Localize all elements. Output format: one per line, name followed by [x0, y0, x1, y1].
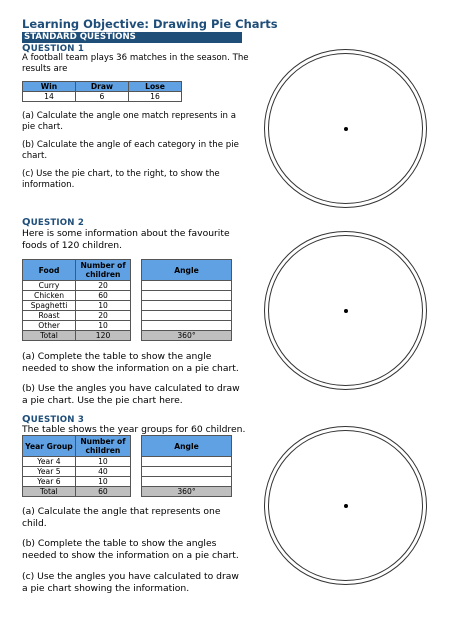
question-1-part-b-line: (b) Calculate the angle of each category in the pie — [22, 140, 239, 150]
question-2-heading-initial: Q — [22, 217, 31, 228]
question-3-part-c — [22, 571, 239, 595]
year-total-value: 60 — [75, 487, 130, 497]
question-1-heading-rest: UESTION 1 — [30, 44, 85, 54]
food-total-label: Total — [23, 331, 76, 341]
angle-cell[interactable] — [142, 281, 232, 291]
question-1-intro — [22, 53, 249, 75]
question-1-intro-line: results are — [22, 64, 68, 74]
header-year-group: Year Group — [23, 436, 76, 457]
question-2-intro-line: foods of 120 children. — [22, 240, 123, 251]
header-number-of-children: Number of children — [76, 260, 131, 281]
question-1-part-b-line: chart. — [22, 151, 48, 161]
food-count: 10 — [76, 301, 131, 311]
question-1-heading-initial: Q — [22, 43, 31, 54]
question-2-part-a-line: (a) Complete the table to show the angle — [22, 351, 212, 362]
results-table — [22, 81, 182, 102]
header-number-of-children: Number of children — [75, 436, 130, 457]
question-1-part-a — [22, 111, 236, 133]
food-angle-table — [141, 259, 232, 341]
food-count: 60 — [76, 291, 131, 301]
food-total-value: 120 — [76, 331, 131, 341]
page-title: Learning Objective: Drawing Pie Charts — [22, 17, 278, 31]
question-1-intro-line: A football team plays 36 matches in the season. The — [22, 53, 249, 63]
pie-circle-2-centre — [344, 309, 348, 313]
question-1-part-c — [22, 169, 220, 191]
food-count: 20 — [76, 281, 131, 291]
year-total-label: Total — [23, 487, 76, 497]
food-label: Curry — [23, 281, 76, 291]
angle-total: 360° — [142, 331, 232, 341]
question-3-heading-initial: Q — [22, 414, 31, 425]
food-label: Chicken — [23, 291, 76, 301]
angle-cell[interactable] — [142, 467, 232, 477]
header-lose: Lose — [128, 82, 181, 92]
food-count: 20 — [76, 311, 131, 321]
pie-circle-3 — [264, 426, 427, 585]
question-3-part-b-line: (b) Complete the table to show the angles — [22, 538, 217, 549]
question-3-intro: The table shows the year groups for 60 children. — [22, 424, 246, 435]
value-win: 14 — [23, 92, 76, 102]
question-3-part-b-line: needed to show the information on a pie chart. — [22, 550, 239, 561]
question-1-part-a-line: (a) Calculate the angle one match represents in a — [22, 111, 236, 121]
year-count: 10 — [75, 477, 130, 487]
pie-circle-2 — [264, 231, 427, 390]
question-2-part-b-line: a pie chart. Use the pie chart here. — [22, 395, 183, 406]
question-2-intro-line: Here is some information about the favourite — [22, 228, 230, 239]
question-1-part-c-line: (c) Use the pie chart, to the right, to show the — [22, 169, 220, 179]
angle-total: 360° — [142, 487, 232, 497]
value-draw: 6 — [75, 92, 128, 102]
header-draw: Draw — [75, 82, 128, 92]
question-3-part-a-line: child. — [22, 518, 47, 529]
food-label: Other — [23, 321, 76, 331]
question-3-part-a-line: (a) Calculate the angle that represents one — [22, 506, 221, 517]
question-3-part-b — [22, 538, 239, 562]
year-count: 40 — [75, 467, 130, 477]
angle-cell[interactable] — [142, 301, 232, 311]
angle-cell[interactable] — [142, 457, 232, 467]
year-table — [22, 435, 131, 497]
header-angle: Angle — [142, 436, 232, 457]
pie-circle-1-centre — [344, 127, 348, 131]
year-count: 10 — [75, 457, 130, 467]
food-label: Spaghetti — [23, 301, 76, 311]
angle-cell[interactable] — [142, 311, 232, 321]
year-label: Year 4 — [23, 457, 76, 467]
question-2-intro — [22, 228, 230, 252]
question-2-part-a — [22, 351, 239, 375]
question-1-part-a-line: pie chart. — [22, 122, 63, 132]
question-2-heading — [22, 217, 84, 228]
question-1-part-c-line: information. — [22, 180, 75, 190]
year-angle-table — [141, 435, 232, 497]
question-2-part-a-line: needed to show the information on a pie chart. — [22, 363, 239, 374]
pie-circle-1 — [264, 49, 427, 208]
food-count: 10 — [76, 321, 131, 331]
year-label: Year 5 — [23, 467, 76, 477]
food-table — [22, 259, 131, 341]
angle-cell[interactable] — [142, 321, 232, 331]
question-3-heading-rest: UESTION 3 — [30, 415, 85, 425]
header-angle: Angle — [142, 260, 232, 281]
question-3-part-c-line: a pie chart showing the information. — [22, 583, 190, 594]
section-heading: STANDARD QUESTIONS — [22, 32, 242, 43]
question-1-part-b — [22, 140, 239, 162]
food-label: Roast — [23, 311, 76, 321]
year-label: Year 6 — [23, 477, 76, 487]
question-3-part-a — [22, 506, 221, 530]
question-2-part-b-line: (b) Use the angles you have calculated to draw — [22, 383, 240, 394]
question-2-heading-rest: UESTION 2 — [30, 218, 85, 228]
header-food: Food — [23, 260, 76, 281]
question-3-part-c-line: (c) Use the angles you have calculated to draw — [22, 571, 239, 582]
angle-cell[interactable] — [142, 291, 232, 301]
value-lose: 16 — [128, 92, 181, 102]
question-2-part-b — [22, 383, 240, 407]
header-win: Win — [23, 82, 76, 92]
pie-circle-3-centre — [344, 504, 348, 508]
angle-cell[interactable] — [142, 477, 232, 487]
